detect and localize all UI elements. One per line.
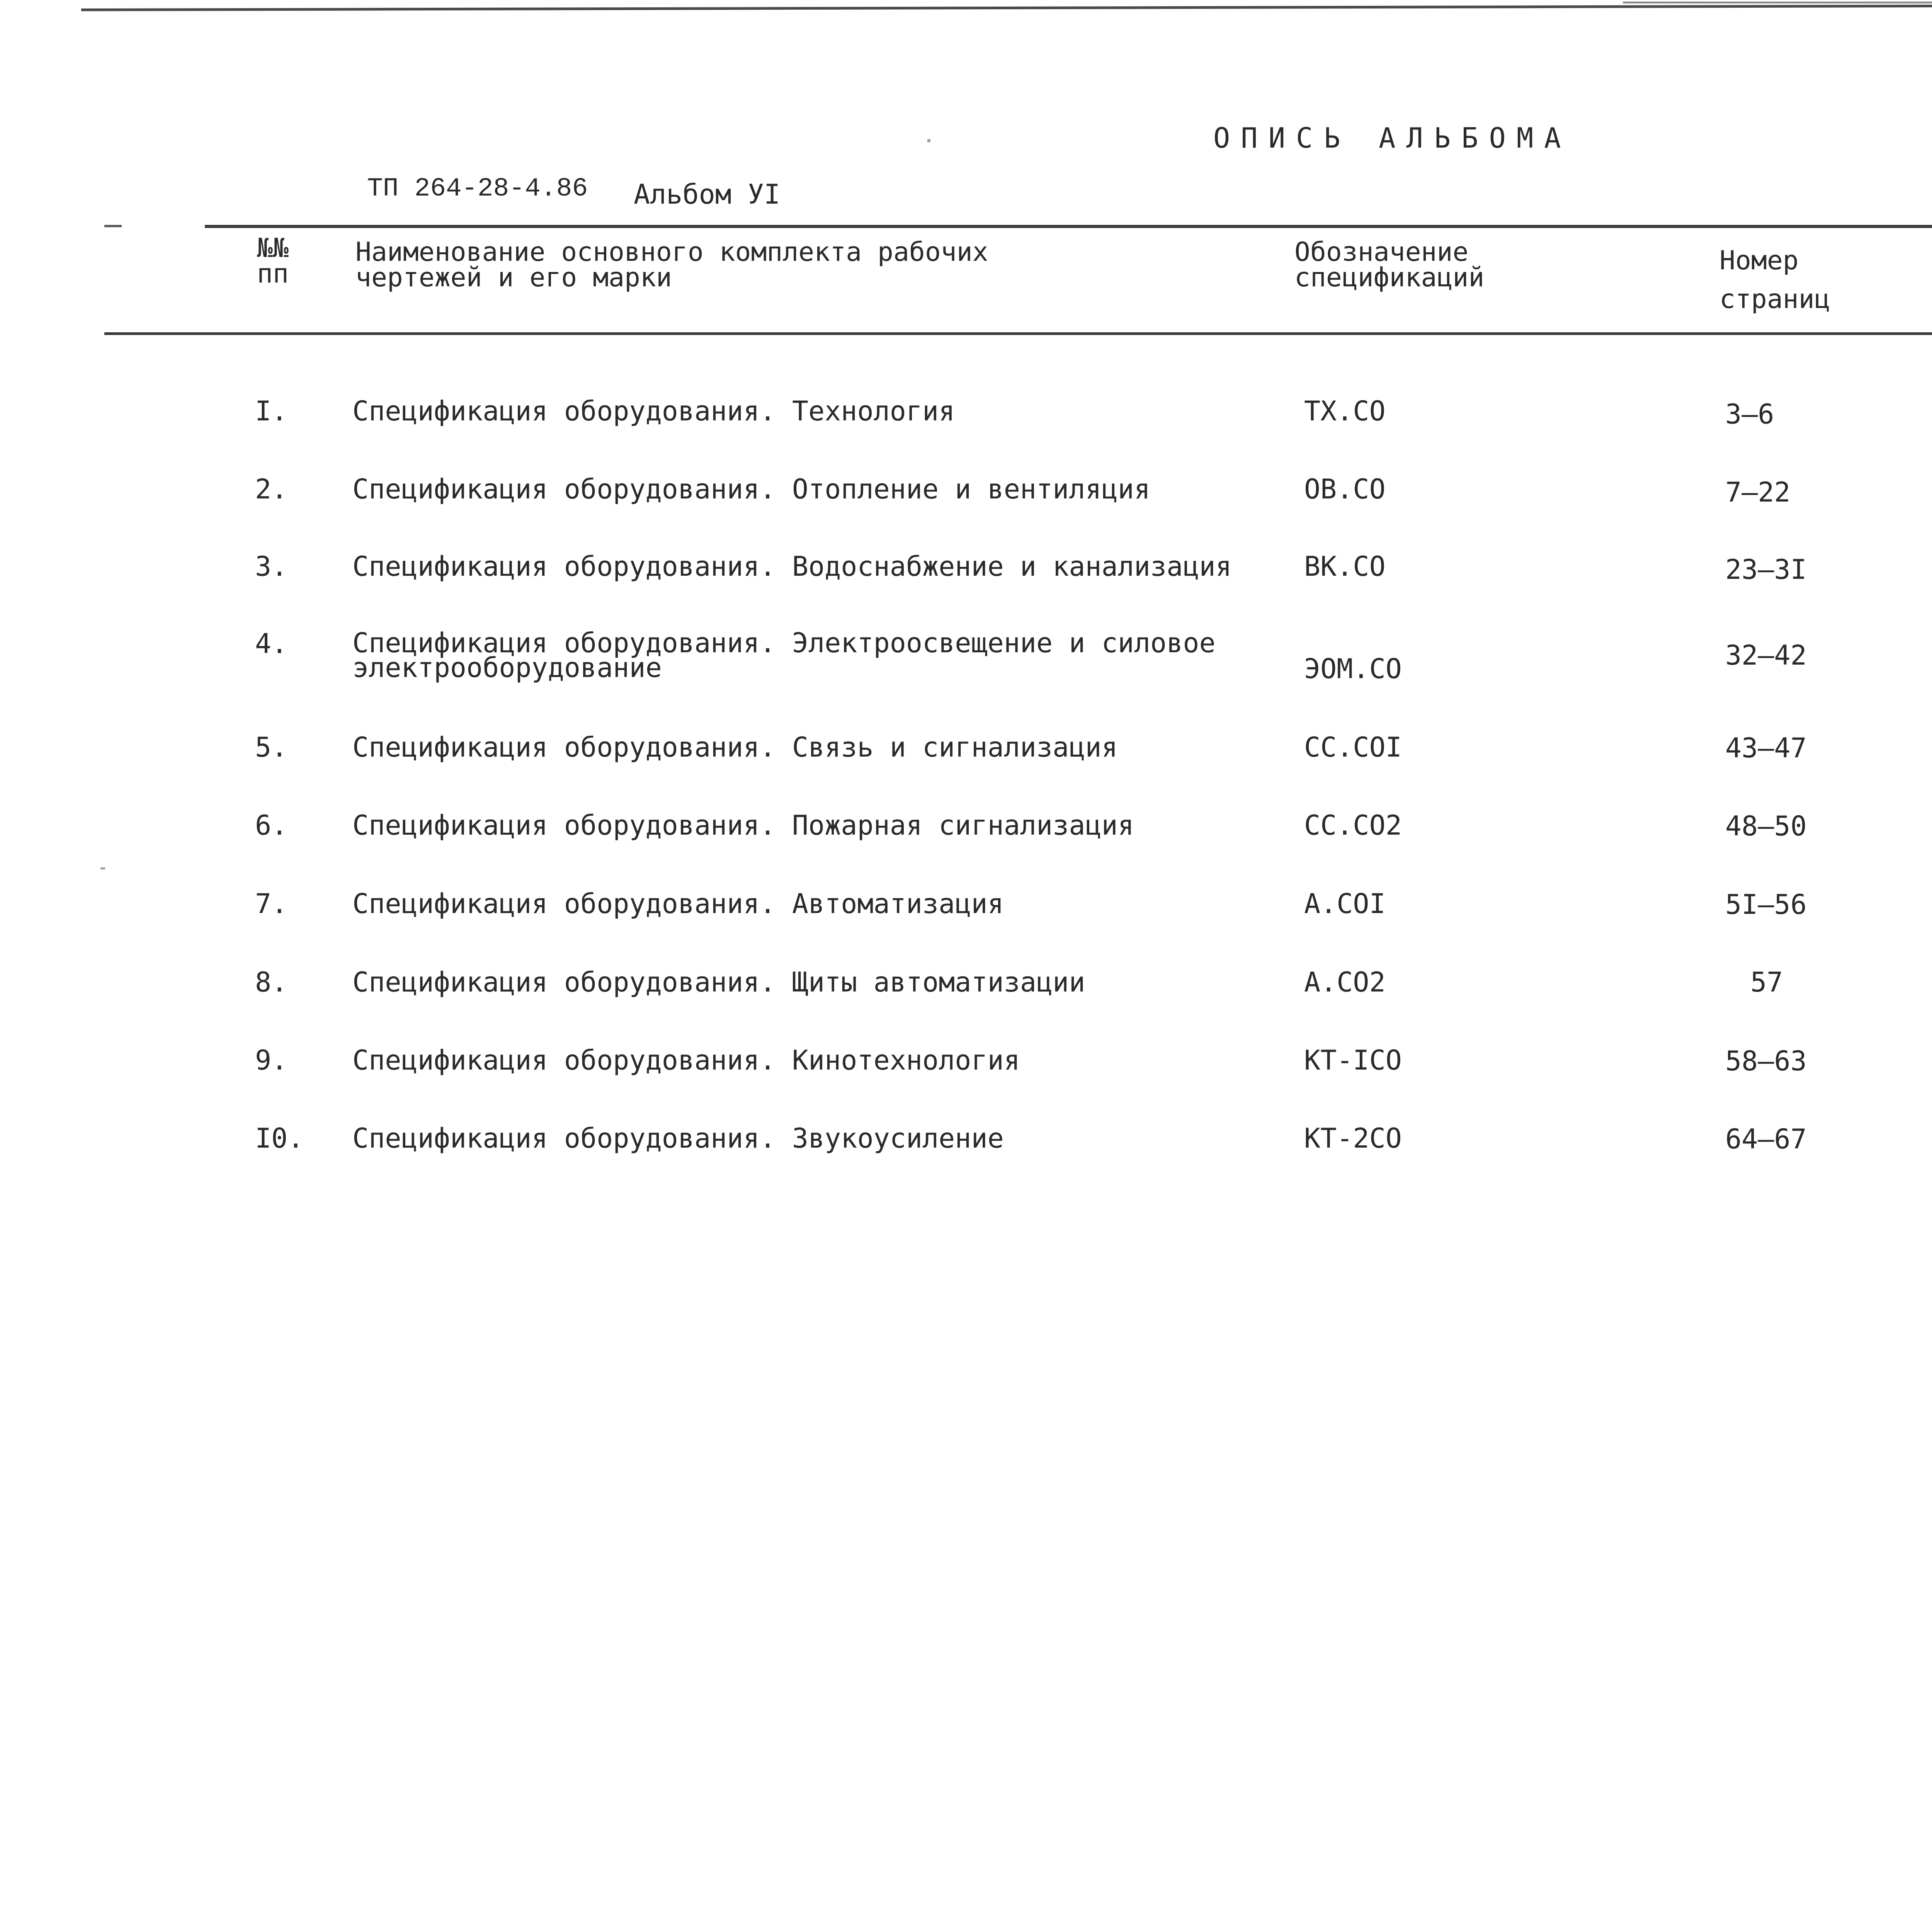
margin-tick [104,225,122,227]
row-name: Спецификация оборудования. Пожарная сигнализация [352,810,1134,841]
row-pages: 23–3I [1725,554,1807,585]
row-name: Спецификация оборудования. Автоматизация [352,888,1004,920]
row-number: 3. [255,551,288,582]
row-pages: 58–63 [1725,1045,1807,1077]
row-designation: А.СОI [1304,888,1386,920]
row-number: 6. [255,810,288,841]
row-number: I. [255,395,288,427]
row-pages: 64–67 [1725,1123,1807,1155]
row-designation: ОВ.СО [1304,473,1386,505]
row-number: 7. [255,888,288,920]
row-name: Спецификация оборудования. Кинотехнология [352,1044,1020,1076]
row-number: 4. [255,628,288,660]
scan-speck [927,139,930,142]
row-name: Спецификация оборудования. Электроосвещение и силовое электрооборудование [352,627,1216,684]
row-pages: 5I–56 [1725,889,1807,920]
row-number: 2. [255,473,288,505]
top-border-line-right [1623,2,1932,3]
row-designation: СС.СО2 [1304,810,1402,841]
row-designation: ТХ.СО [1304,395,1386,427]
row-name: Спецификация оборудования. Звукоусиление [352,1122,1004,1154]
row-designation: СС.СОI [1304,731,1402,763]
row-designation: А.СО2 [1304,966,1386,998]
row-pages: 7–22 [1725,476,1791,508]
top-border-line [81,3,1932,11]
row-pages: 48–50 [1725,810,1807,842]
row-pages: 3–6 [1725,398,1774,430]
scan-speck [100,867,105,869]
row-number: I0. [255,1122,304,1154]
row-name: Спецификация оборудования. Отопление и вентиляция [352,473,1151,505]
album-label: Альбом УI [634,179,781,210]
header-name: Наименование основного комплекта рабочих чертежей и его марки [355,237,988,293]
row-name: Спецификация оборудования. Связь и сигнализация [352,731,1118,763]
row-number: 9. [255,1044,288,1076]
row-designation: ЭОМ.СО [1304,653,1402,685]
row-pages: 32–42 [1725,639,1807,671]
table-header-bottom-rule [104,332,1932,335]
row-name: Спецификация оборудования. Щиты автоматизации [352,966,1085,998]
row-pages: 57 [1750,966,1783,998]
header-number: №№ пп [257,233,289,289]
row-designation: КТ-IСО [1304,1044,1402,1076]
document-title: ОПИСЬ АЛЬБОМА [1213,122,1572,154]
row-name: Спецификация оборудования. Технология [352,395,955,427]
header-pages: Номер страниц [1719,245,1830,315]
document-code: ТП 264-28-4.86 [367,174,588,204]
row-name: Спецификация оборудования. Водоснабжение и канализация [352,551,1232,582]
table-header-top-rule [205,225,1932,228]
row-designation: ВК.СО [1304,551,1386,582]
header-designation: Обозначение спецификаций [1294,237,1485,293]
row-pages: 43–47 [1725,732,1807,764]
row-number: 8. [255,966,288,998]
row-number: 5. [255,731,288,763]
row-designation: КТ-2СО [1304,1122,1402,1154]
